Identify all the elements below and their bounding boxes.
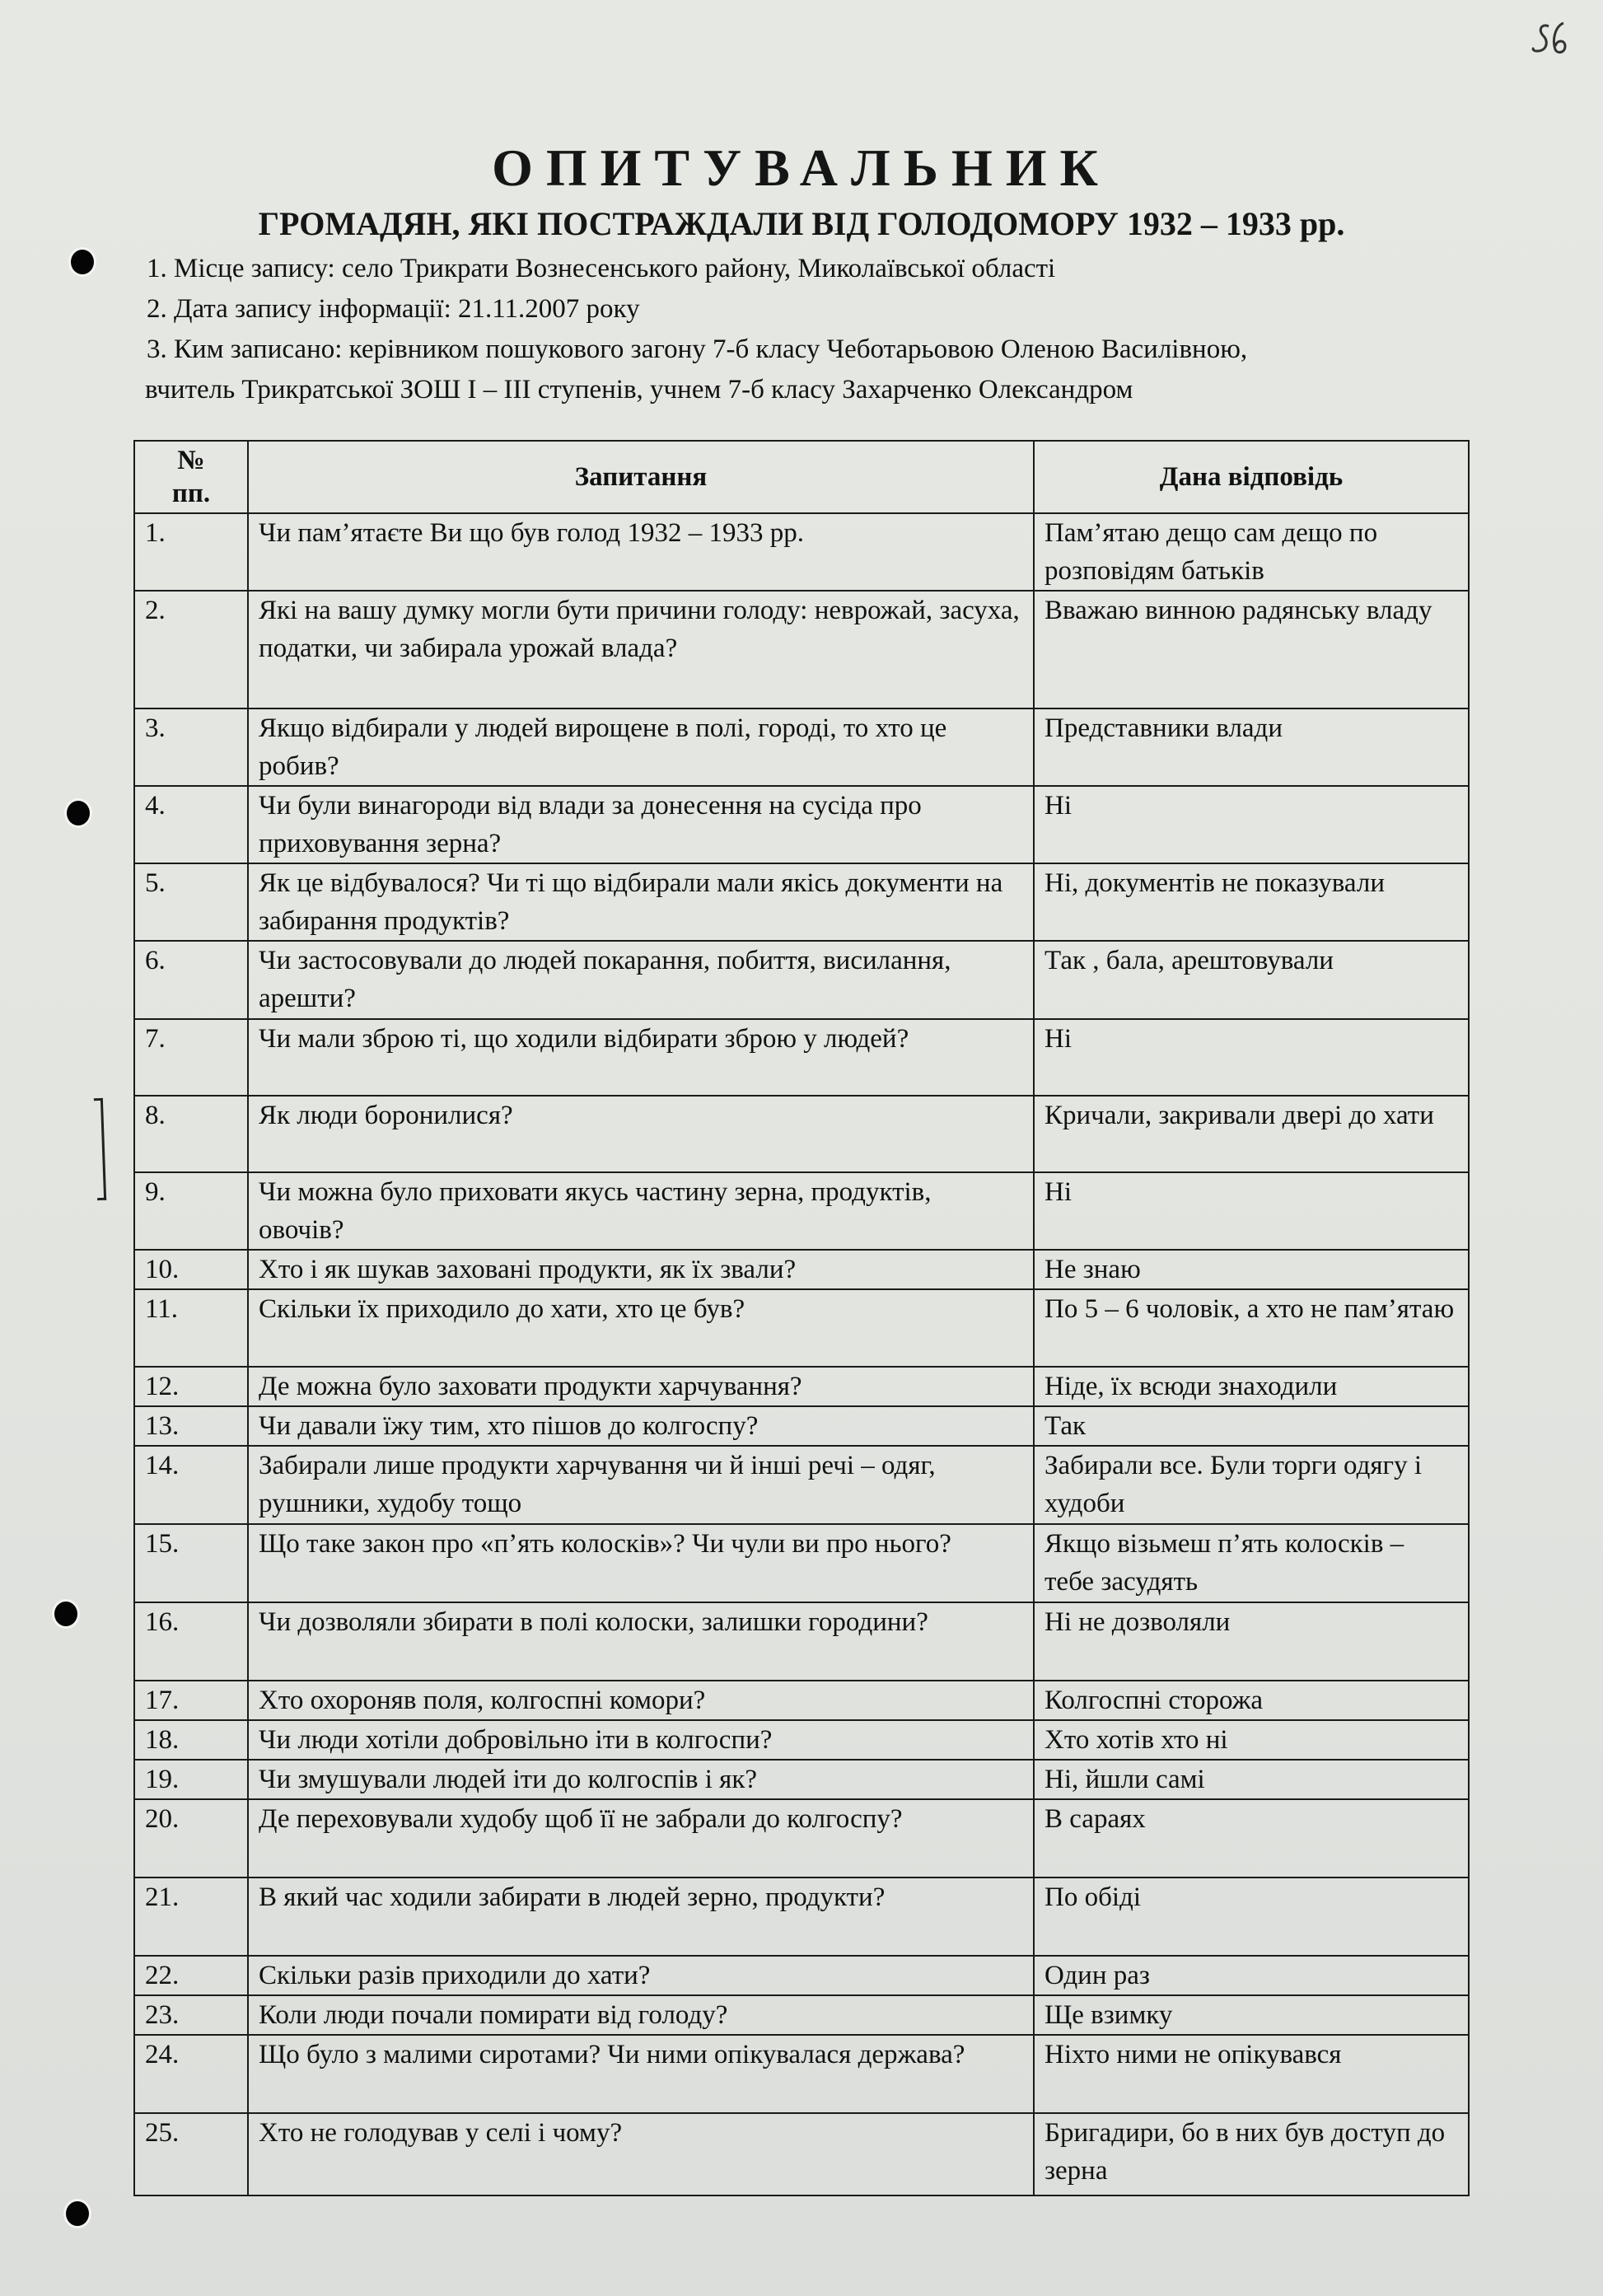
row-answer: Ніде, їх всюди знаходили bbox=[1034, 1367, 1469, 1406]
table-row bbox=[134, 591, 1469, 708]
table-row bbox=[134, 513, 1469, 591]
row-question: Чи давали їжу тим, хто пішов до колгоспу? bbox=[248, 1406, 1034, 1446]
punch-hole-1 bbox=[71, 250, 94, 274]
row-number: 5. bbox=[134, 863, 248, 941]
table-row bbox=[134, 863, 1469, 941]
row-number: 19. bbox=[134, 1760, 248, 1799]
row-number: 4. bbox=[134, 786, 248, 863]
row-answer: Ніхто ними не опікувався bbox=[1034, 2035, 1469, 2113]
row-question: Як люди боронилися? bbox=[248, 1096, 1034, 1172]
row-number: 20. bbox=[134, 1799, 248, 1877]
row-number: 23. bbox=[134, 1995, 248, 2035]
row-question: Скільки разів приходили до хати? bbox=[248, 1956, 1034, 1995]
row-answer: По 5 – 6 чоловік, а хто не пам’ятаю bbox=[1034, 1289, 1469, 1367]
table-header-row bbox=[134, 441, 1469, 513]
recorded-by-continued: вчитель Трикратської ЗОШ І – ІІІ ступенів, учнем 7-б класу Захарченко Олександром bbox=[145, 375, 1133, 404]
row-number: 9. bbox=[134, 1172, 248, 1250]
table-row bbox=[134, 1760, 1469, 1799]
row-question: Що було з малими сиротами? Чи ними опікувалася держава? bbox=[248, 2035, 1034, 2113]
row-answer: Представники влади bbox=[1034, 708, 1469, 786]
row-question: Де можна було заховати продукти харчування? bbox=[248, 1367, 1034, 1406]
row-answer: Пам’ятаю дещо сам дещо по розповідям батьків bbox=[1034, 513, 1469, 591]
row-number: 22. bbox=[134, 1956, 248, 1995]
table-row bbox=[134, 1367, 1469, 1406]
table-row bbox=[134, 1720, 1469, 1760]
row-question: Чи люди хотіли добровільно іти в колгоспи? bbox=[248, 1720, 1034, 1760]
row-number: 12. bbox=[134, 1367, 248, 1406]
table-row bbox=[134, 1172, 1469, 1250]
record-info bbox=[147, 249, 1531, 410]
header-answer: Дана відповідь bbox=[1034, 441, 1469, 513]
header-number-symbol: № bbox=[177, 446, 205, 475]
header-question: Запитання bbox=[248, 441, 1034, 513]
handwritten-page-number bbox=[1531, 18, 1580, 68]
recorded-by: 3. Ким записано: керівником пошукового загону 7-б класу Чеботарьовою Оленою Василівною, bbox=[147, 334, 1248, 364]
table-row bbox=[134, 1877, 1469, 1956]
row-number: 10. bbox=[134, 1250, 248, 1289]
table-row bbox=[134, 1524, 1469, 1602]
survey-table bbox=[133, 440, 1470, 2196]
row-question: Де переховували худобу щоб її не забрали до колгоспу? bbox=[248, 1799, 1034, 1877]
table-row bbox=[134, 1446, 1469, 1524]
row-answer: Хто хотів хто ні bbox=[1034, 1720, 1469, 1760]
table-row bbox=[134, 1096, 1469, 1172]
margin-bracket-mark bbox=[94, 1098, 106, 1200]
table-row bbox=[134, 1995, 1469, 2035]
row-number: 18. bbox=[134, 1720, 248, 1760]
table-row bbox=[134, 786, 1469, 863]
row-number: 21. bbox=[134, 1877, 248, 1956]
table-row bbox=[134, 1602, 1469, 1681]
table-row bbox=[134, 941, 1469, 1019]
row-number: 17. bbox=[134, 1681, 248, 1720]
row-question: Коли люди почали помирати від голоду? bbox=[248, 1995, 1034, 2035]
row-question: Чи застосовували до людей покарання, побиття, висилання, арешти? bbox=[248, 941, 1034, 1019]
row-answer: Ні bbox=[1034, 1172, 1469, 1250]
row-number: 11. bbox=[134, 1289, 248, 1367]
row-answer: Вважаю винною радянську владу bbox=[1034, 591, 1469, 708]
row-answer: Ні bbox=[1034, 1019, 1469, 1096]
table-row bbox=[134, 1019, 1469, 1096]
punch-hole-4 bbox=[66, 2201, 89, 2226]
row-answer: Ні не дозволяли bbox=[1034, 1602, 1469, 1681]
row-question: Скільки їх приходило до хати, хто це був? bbox=[248, 1289, 1034, 1367]
row-number: 14. bbox=[134, 1446, 248, 1524]
row-question: Що таке закон про «п’ять колосків»? Чи чули ви про нього? bbox=[248, 1524, 1034, 1602]
row-answer: Ні, документів не показували bbox=[1034, 863, 1469, 941]
table-row bbox=[134, 2113, 1469, 2195]
row-question: Чи можна було приховати якусь частину зерна, продуктів, овочів? bbox=[248, 1172, 1034, 1250]
row-number: 24. bbox=[134, 2035, 248, 2113]
document-subtitle: ГРОМАДЯН, ЯКІ ПОСТРАЖДАЛИ ВІД ГОЛОДОМОРУ 1932 – 1933 рр. bbox=[258, 205, 1345, 242]
row-number: 3. bbox=[134, 708, 248, 786]
row-number: 6. bbox=[134, 941, 248, 1019]
row-answer: Забирали все. Були торги одягу і худоби bbox=[1034, 1446, 1469, 1524]
row-answer: Бригадири, бо в них був доступ до зерна bbox=[1034, 2113, 1469, 2195]
row-answer: Один раз bbox=[1034, 1956, 1469, 1995]
header-number-abbr: пп. bbox=[171, 479, 211, 508]
row-number: 8. bbox=[134, 1096, 248, 1172]
row-answer: В сараях bbox=[1034, 1799, 1469, 1877]
row-answer: Ще взимку bbox=[1034, 1995, 1469, 2035]
row-answer: Так bbox=[1034, 1406, 1469, 1446]
row-answer: Не знаю bbox=[1034, 1250, 1469, 1289]
row-question: Чи змушували людей іти до колгоспів і як? bbox=[248, 1760, 1034, 1799]
row-number: 16. bbox=[134, 1602, 248, 1681]
row-question: Чи пам’ятаєте Ви що був голод 1932 – 1933 рр. bbox=[248, 513, 1034, 591]
row-question: Хто охороняв поля, колгоспні комори? bbox=[248, 1681, 1034, 1720]
row-number: 7. bbox=[134, 1019, 248, 1096]
punch-hole-2 bbox=[67, 801, 90, 825]
row-number: 13. bbox=[134, 1406, 248, 1446]
row-answer: Колгоспні сторожа bbox=[1034, 1681, 1469, 1720]
row-question: Які на вашу думку могли бути причини голоду: неврожай, засуха, податки, чи забирала урожай влада? bbox=[248, 591, 1034, 708]
row-question: Чи були винагороди від влади за донесення на сусіда про приховування зерна? bbox=[248, 786, 1034, 863]
row-number: 15. bbox=[134, 1524, 248, 1602]
punch-hole-3 bbox=[54, 1602, 77, 1626]
row-question: Хто і як шукав заховані продукти, як їх звали? bbox=[248, 1250, 1034, 1289]
table-row bbox=[134, 1681, 1469, 1720]
header-number bbox=[134, 441, 248, 513]
table-row bbox=[134, 1406, 1469, 1446]
row-question: Чи мали зброю ті, що ходили відбирати зброю у людей? bbox=[248, 1019, 1034, 1096]
row-number: 2. bbox=[134, 591, 248, 708]
table-row bbox=[134, 1250, 1469, 1289]
row-number: 1. bbox=[134, 513, 248, 591]
document-title: ОПИТУВАЛЬНИК bbox=[492, 138, 1111, 197]
row-answer: Якщо візьмеш п’ять колосків – тебе засудять bbox=[1034, 1524, 1469, 1602]
row-question: Як це відбувалося? Чи ті що відбирали мали якісь документи на забирання продуктів? bbox=[248, 863, 1034, 941]
table-row bbox=[134, 1956, 1469, 1995]
row-answer: Так , бала, арештовували bbox=[1034, 941, 1469, 1019]
row-answer: По обіді bbox=[1034, 1877, 1469, 1956]
row-question: Якщо відбирали у людей вирощене в полі, городі, то хто це робив? bbox=[248, 708, 1034, 786]
row-answer: Ні, йшли самі bbox=[1034, 1760, 1469, 1799]
row-question: Хто не голодував у селі і чому? bbox=[248, 2113, 1034, 2195]
table-row bbox=[134, 1799, 1469, 1877]
row-question: Чи дозволяли збирати в полі колоски, залишки городини? bbox=[248, 1602, 1034, 1681]
row-number: 25. bbox=[134, 2113, 248, 2195]
table-row bbox=[134, 2035, 1469, 2113]
record-date: 2. Дата запису інформації: 21.11.2007 року bbox=[147, 294, 640, 324]
record-place: 1. Місце запису: село Трикрати Вознесенського району, Миколаївської області bbox=[147, 254, 1056, 283]
table-row bbox=[134, 708, 1469, 786]
row-question: В який час ходили забирати в людей зерно, продукти? bbox=[248, 1877, 1034, 1956]
row-question: Забирали лише продукти харчування чи й інші речі – одяг, рушники, худобу тощо bbox=[248, 1446, 1034, 1524]
table-row bbox=[134, 1289, 1469, 1367]
row-answer: Кричали, закривали двері до хати bbox=[1034, 1096, 1469, 1172]
row-answer: Ні bbox=[1034, 786, 1469, 863]
